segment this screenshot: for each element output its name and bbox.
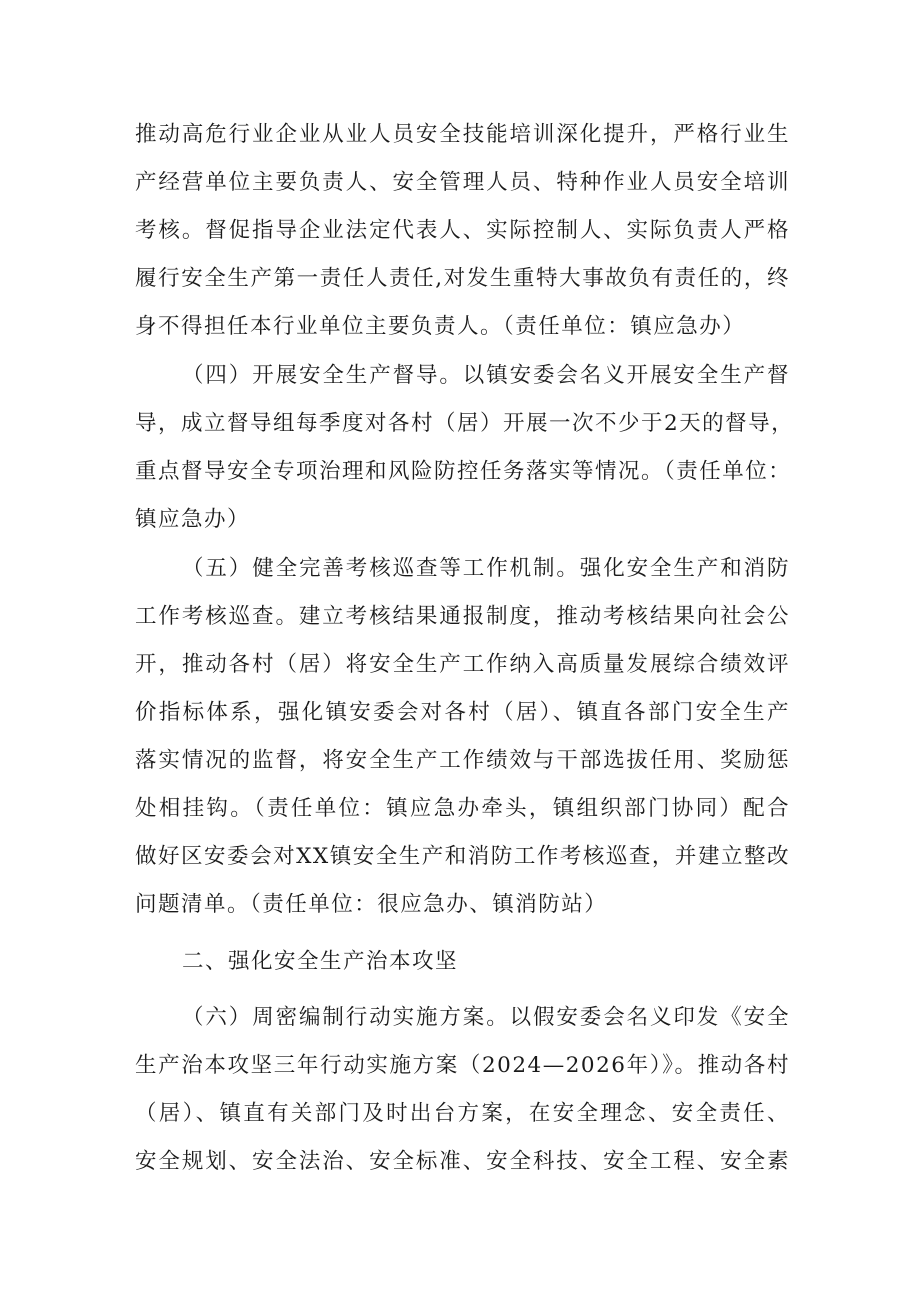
- text-line: 开，推动各村（居）将安全生产工作纳入高质量发展综合绩效评: [135, 652, 790, 677]
- text-line: （四）开展安全生产督导。以镇安委会名义开展安全生产督: [182, 363, 790, 388]
- text-line: 安全规划、安全法治、安全标准、安全科技、安全工程、安全素: [135, 1149, 790, 1174]
- text-line: 镇应急办）: [135, 507, 251, 532]
- section-heading: 二、强化安全生产治本攻坚: [182, 949, 459, 974]
- text-line: 落实情况的监督，将安全生产工作绩效与干部选拔任用、奖励惩: [135, 748, 790, 773]
- text-line: 导，成立督导组每季度对各村（居）开展一次不少于2天的督导，: [135, 411, 795, 436]
- text-line: 生产治本攻坚三年行动实施方案（2024—2026年）》。推动各村: [135, 1053, 790, 1078]
- text-line: 产经营单位主要负责人、安全管理人员、特种作业人员安全培训: [135, 170, 790, 195]
- text-line: 做好区安委会对XX镇安全生产和消防工作考核巡查，并建立整改: [135, 844, 790, 869]
- text-line: 工作考核巡查。建立考核结果通报制度，推动考核结果向社会公: [135, 604, 790, 629]
- text-line: 履行安全生产第一责任人责任,对发生重特大事故负有责任的，终: [135, 266, 790, 291]
- text-line: 重点督导安全专项治理和风险防控任务落实等情况。（责任单位：: [135, 459, 792, 484]
- text-line: 处相挂钩。（责任单位：镇应急办牵头，镇组织部门协同）配合: [135, 796, 790, 821]
- text-line: 推动高危行业企业从业人员安全技能培训深化提升，严格行业生: [135, 122, 790, 147]
- text-line: 价指标体系，强化镇安委会对各村（居）、镇直各部门安全生产: [135, 700, 790, 725]
- text-line: （六）周密编制行动实施方案。以假安委会名义印发《安全: [182, 1005, 790, 1030]
- text-line: 考核。督促指导企业法定代表人、实际控制人、实际负责人严格: [135, 218, 790, 243]
- text-line: 问题清单。（责任单位：很应急办、镇消防站）: [135, 892, 608, 917]
- text-line: 身不得担任本行业单位主要负责人。（责任单位：镇应急办）: [135, 314, 746, 339]
- text-line: （五）健全完善考核巡查等工作机制。强化安全生产和消防: [182, 556, 790, 581]
- text-line: （居）、镇直有关部门及时出台方案，在安全理念、安全责任、: [135, 1101, 790, 1126]
